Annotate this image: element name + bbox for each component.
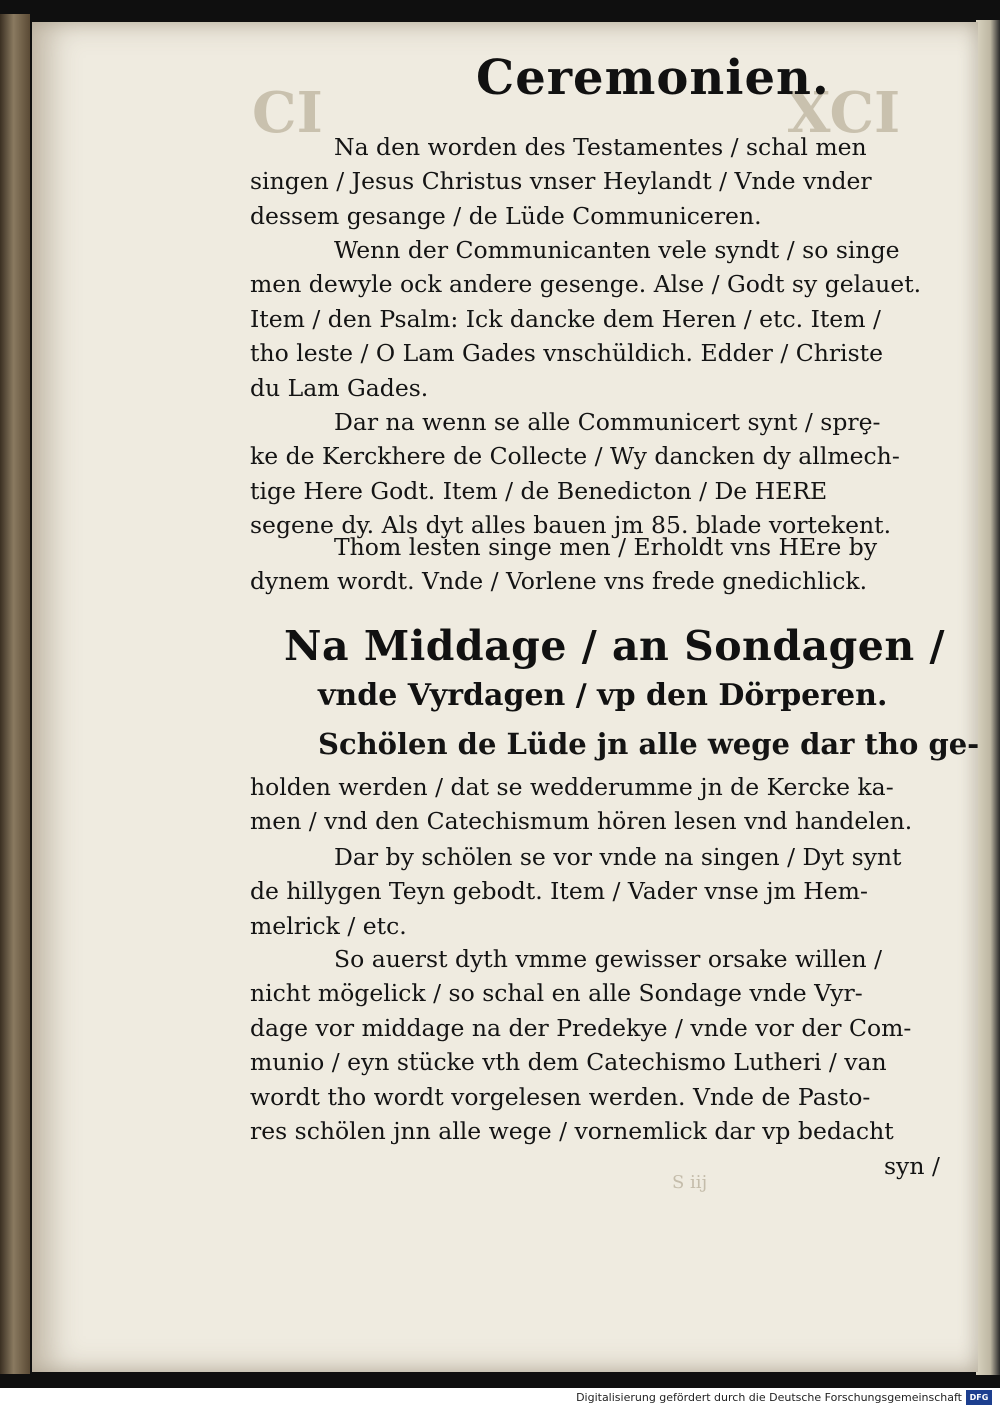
text-line: nicht mögelick / so schal en alle Sondage vnde Vyr- <box>250 979 863 1008</box>
paragraph-3 <box>250 405 950 543</box>
text-line: holden werden / dat se wedderumme jn de Kercke ka- <box>250 773 894 801</box>
bleed-through-right: XCI <box>787 80 901 146</box>
text-line: tige Here Godt. Item / de Benedicton / De HERE <box>250 476 828 505</box>
text-line: dessem gesange / de Lüde Communiceren. <box>250 201 762 230</box>
paragraph-1 <box>250 130 950 233</box>
bleed-through-bottom: S iij <box>672 1172 708 1193</box>
text-line: segene dy. Als dyt alles bauen jm 85. blade vortekent. <box>250 511 892 540</box>
text-line: wordt tho wordt vorgelesen werden. Vnde de Pasto- <box>250 1082 871 1111</box>
section-title: Na Middage / an Sondagen / <box>284 622 945 670</box>
text-line: dage vor middage na der Predekye / vnde vor der Com- <box>250 1013 912 1042</box>
text-line: Wenn der Communicanten vele syndt / so singe <box>334 236 900 264</box>
text-line: men dewyle ock andere gesenge. Alse / Godt sy gelauet. <box>250 270 922 299</box>
dfg-logo-icon: DFG <box>966 1390 992 1405</box>
text-line: Dar by schölen se vor vnde na singen / Dyt synt <box>334 843 902 871</box>
section-first-line: Schölen de Lüde jn alle wege dar tho ge- <box>318 727 980 761</box>
book-binding-edge <box>0 14 30 1374</box>
paragraph-7 <box>250 942 950 1148</box>
text-line: Na den worden des Testamentes / schal men <box>334 133 867 161</box>
text-line: res schölen jnn alle wege / vornemlick dar vp bedacht <box>250 1117 894 1146</box>
text-line: tho leste / O Lam Gades vnschüldich. Edder / Christe <box>250 339 883 368</box>
text-line: du Lam Gades. <box>250 373 429 402</box>
paragraph-2 <box>250 233 950 405</box>
text-line: So auerst dyth vmme gewisser orsake willen / <box>334 945 883 973</box>
page-header: Ceremonien. <box>476 50 830 106</box>
text-line: Dar na wenn se alle Communicert synt / sprȩ- <box>334 408 881 436</box>
text-line: de hillygen Teyn gebodt. Item / Vader vnse jm Hem- <box>250 877 868 906</box>
text-line: singen / Jesus Christus vnser Heylandt / Vnde vnder <box>250 167 872 196</box>
text-line: munio / eyn stücke vth dem Catechismo Lutheri / van <box>250 1048 887 1077</box>
text-line: men / vnd den Catechismum hören lesen vnd handelen. <box>250 807 913 836</box>
bleed-through-left: CI <box>252 80 323 146</box>
paragraph-6 <box>250 840 950 943</box>
paragraph-5 <box>250 770 950 839</box>
text-line: dynem wordt. Vnde / Vorlene vns frede gnedichlick. <box>250 567 868 596</box>
footer-credit: Digitalisierung gefördert durch die Deutsche Forschungsgemeinschaft <box>576 1391 962 1404</box>
paragraph-4 <box>250 530 950 599</box>
page-right-edge <box>976 20 1000 1375</box>
text-line: Item / den Psalm: Ick dancke dem Heren / etc. Item / <box>250 304 881 333</box>
catchword: syn / <box>884 1152 940 1180</box>
text-line: melrick / etc. <box>250 911 407 940</box>
section-subtitle: vnde Vyrdagen / vp den Dörperen. <box>318 678 888 713</box>
text-line: Thom lesten singe men / Erholdt vns HEre by <box>334 533 878 561</box>
text-line: ke de Kerckhere de Collecte / Wy dancken dy allmech- <box>250 442 900 471</box>
